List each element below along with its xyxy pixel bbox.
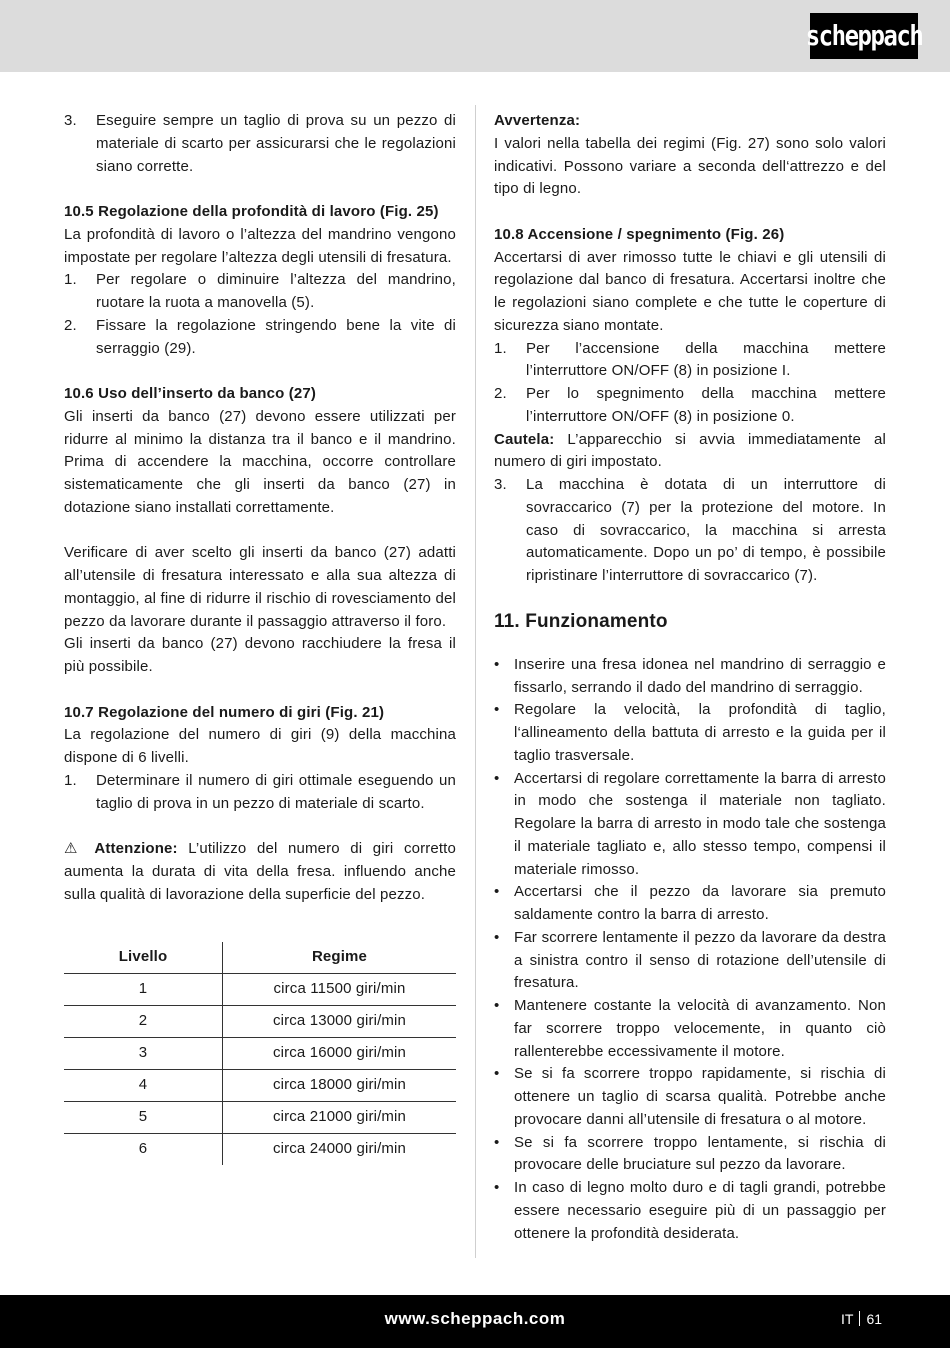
column-header: Livello xyxy=(64,942,223,974)
bullet-text: Far scorrere lentamente il pezzo da lavorare da destra a sinistra contro il senso di rotazione dell’utensile di fresatura. xyxy=(514,928,886,992)
cell-speed: circa 11500 giri/min xyxy=(223,974,457,1006)
column-header: Regime xyxy=(223,942,457,974)
bullet-icon: • xyxy=(494,997,500,1014)
bullet-item xyxy=(494,1177,886,1245)
table-row xyxy=(64,1006,456,1038)
cell-level: 5 xyxy=(64,1102,223,1134)
paragraph: I valori nella tabella dei regimi (Fig. 27) sono solo valori indicativi. Possono variare a seconda dell‘attrezzo e del tipo di legno. xyxy=(494,134,886,198)
section-heading-10-8: 10.8 Accensione / spegnimento (Fig. 26) xyxy=(494,225,785,243)
bullet-text: Inserire una fresa idonea nel mandrino di serraggio e fissarlo, serrando il dado del mandrino di serraggio. xyxy=(514,655,886,696)
section-heading-10-7: 10.7 Regolazione del numero di giri (Fig. 21) xyxy=(64,703,385,721)
bullet-item xyxy=(494,654,886,700)
paragraph: Accertarsi di aver rimosso tutte le chiavi e gli utensili di regolazione dal banco di fresatura. Accertarsi inoltre che le regolazioni siano complete e che tutte le coperture di sicurezza siano montate. xyxy=(494,248,886,334)
paragraph: La profondità di lavoro o l’altezza del mandrino vengono impostate per regolare l’altezza degli utensili di fresatura. xyxy=(64,225,456,266)
item-number: 2. xyxy=(64,316,77,334)
table-row xyxy=(64,1102,456,1134)
list-item xyxy=(494,474,886,588)
warning-label: Attenzione: xyxy=(94,840,178,857)
cell-speed: circa 18000 giri/min xyxy=(223,1070,457,1102)
list-item xyxy=(494,338,886,384)
separator xyxy=(859,1311,860,1326)
item-text: Per regolare o diminuire l’altezza del mandrino, ruotare la ruota a manovella (5). xyxy=(96,271,456,311)
bullet-item xyxy=(494,1132,886,1178)
caution-text: L’apparecchio si avvia immediatamente al numero di giri impostato. xyxy=(494,430,886,471)
item-text: Eseguire sempre un taglio di prova su un pezzo di materiale di scarto per assicurarsi che le regolazioni siano corrette. xyxy=(96,112,456,175)
avvertenza-label: Avvertenza: xyxy=(494,112,581,129)
cell-level: 3 xyxy=(64,1038,223,1070)
item-text: Determinare il numero di giri ottimale eseguendo un taglio di prova in un pezzo di materiale di scarto. xyxy=(96,771,456,812)
item-number: 3. xyxy=(64,112,77,129)
paragraph: Verificare di aver scelto gli inserti da banco (27) adatti all’utensile di fresatura interessato e alla sua altezza di montaggio, al fine di ridurre il rischio di rovesciamento del pezzo da lavorare durante il passaggio attraverso il foro. xyxy=(64,544,456,630)
table-row xyxy=(64,1070,456,1102)
column-divider xyxy=(475,105,476,1258)
item-number: 1. xyxy=(494,339,507,357)
page-footer xyxy=(0,1295,950,1348)
warning-paragraph xyxy=(64,838,456,906)
bullet-icon: • xyxy=(494,655,500,673)
bullet-text: Se si fa scorrere troppo lentamente, si rischia di provocare delle bruciature sul pezzo da lavorare. xyxy=(514,1133,886,1174)
list-item xyxy=(64,315,456,361)
section-heading-10-5: 10.5 Regolazione della profondità di lavoro (Fig. 25) xyxy=(64,203,439,220)
list-item xyxy=(64,269,456,315)
bullet-text: Se si fa scorrere troppo rapidamente, si rischia di ottenere un taglio di scarsa qualità. Potrebbe anche provocare danni all’utensile di fresatura o al motore. xyxy=(514,1065,886,1128)
page-number: 61 xyxy=(866,1311,883,1327)
bullet-item xyxy=(494,927,886,995)
website-link[interactable]: www.scheppach.com xyxy=(384,1309,566,1328)
cell-level: 2 xyxy=(64,1006,223,1038)
cell-speed: circa 13000 giri/min xyxy=(223,1006,457,1038)
bullet-item xyxy=(494,881,886,927)
right-column xyxy=(494,110,886,1245)
section-heading-11: 11. Funzionamento xyxy=(494,610,668,632)
scheppach-logo: scheppach xyxy=(810,13,918,59)
item-text: Per l’accensione della macchina mettere l’interruttore ON/OFF (8) in posizione I. xyxy=(526,339,886,380)
bullet-icon: • xyxy=(494,883,500,901)
item-number: 1. xyxy=(64,271,77,289)
paragraph: Gli inserti da banco (27) devono racchiudere la fresa il più possibile. xyxy=(64,635,456,675)
bullet-item xyxy=(494,995,886,1063)
left-column xyxy=(64,110,456,1165)
bullet-icon: • xyxy=(494,769,500,787)
page-indicator xyxy=(841,1311,882,1327)
bullet-icon: • xyxy=(494,928,500,946)
bullet-text: Mantenere costante la velocità di avanzamento. Non far scorrere troppo velocemente, in quanto ciò rallenterebbe eccessivamente il motore. xyxy=(514,997,886,1060)
table-header-row xyxy=(64,942,456,974)
bullet-item xyxy=(494,1063,886,1131)
item-text: La macchina è dotata di un interruttore di sovraccarico (7) per la protezione del motore. In caso di sovraccarico, la macchina si arresta automaticamente. Dopo un po’ di tempo, è possibile ripristinare l’interruttore di sovraccarico (7). xyxy=(526,476,886,584)
table-row xyxy=(64,974,456,1006)
cell-speed: circa 21000 giri/min xyxy=(223,1102,457,1134)
bullet-icon: • xyxy=(494,1179,500,1196)
table-row xyxy=(64,1134,456,1166)
warning-icon: ⚠ xyxy=(64,840,95,857)
bullet-icon: • xyxy=(494,1065,500,1083)
item-number: 1. xyxy=(64,771,77,789)
language-code: IT xyxy=(841,1311,854,1327)
caution-paragraph xyxy=(494,429,886,475)
section-heading-10-6: 10.6 Uso dell’inserto da banco (27) xyxy=(64,385,316,402)
item-number: 2. xyxy=(494,385,507,402)
bullet-icon: • xyxy=(494,1133,500,1151)
bullet-text: Accertarsi che il pezzo da lavorare sia premuto saldamente contro la barra di arresto. xyxy=(514,883,886,923)
bullet-icon: • xyxy=(494,701,500,719)
caution-label: Cautela: xyxy=(494,430,555,448)
bullet-text: In caso di legno molto duro e di tagli grandi, potrebbe essere necessario eseguire più di un passaggio per ottenere la profondità desiderata. xyxy=(514,1179,886,1242)
cell-speed: circa 24000 giri/min xyxy=(272,1140,407,1158)
item-text: Fissare la regolazione stringendo bene la vite di serraggio (29). xyxy=(96,316,456,357)
list-item xyxy=(64,110,456,178)
bullet-item xyxy=(494,699,886,767)
item-number: 3. xyxy=(494,476,507,493)
list-item xyxy=(494,383,886,429)
cell-speed: circa 16000 giri/min xyxy=(223,1038,457,1070)
paragraph: La regolazione del numero di giri (9) della macchina dispone di 6 livelli. xyxy=(64,726,456,766)
bullet-text: Regolare la velocità, la profondità di taglio, l‘allineamento della battuta di arresto e la guida per il taglio trasversale. xyxy=(514,701,886,764)
cell-level: 4 xyxy=(64,1070,223,1102)
cell-level: 1 xyxy=(64,974,223,1006)
item-text: Per lo spegnimento della macchina mettere l’interruttore ON/OFF (8) in posizione 0. xyxy=(526,385,886,425)
speed-table xyxy=(64,942,456,1165)
page-header xyxy=(0,0,950,72)
warning-text: L’utilizzo del numero di giri corretto aumenta la durata di vita della fresa. influendo anche sulla qualità di lavorazione della superficie del pezzo. xyxy=(64,840,456,903)
cell-level: 6 xyxy=(64,1134,223,1166)
list-item xyxy=(64,770,456,816)
bullet-text: Accertarsi di regolare correttamente la barra di arresto in modo che sostenga il materiale non tagliato. Regolare la barra di arresto in modo tale che sostenga il materiale tagliato e, allo stesso tempo, compensi il materiale rimosso. xyxy=(514,769,886,878)
bullet-item xyxy=(494,768,886,882)
paragraph: Gli inserti da banco (27) devono essere utilizzati per ridurre al minimo la distanza tra il banco e il mandrino. Prima di accendere la macchina, occorre controllare sistematicamente che gli inserti da banco (27) in dotazione siano installati correttamente. xyxy=(64,407,456,516)
table-row xyxy=(64,1038,456,1070)
